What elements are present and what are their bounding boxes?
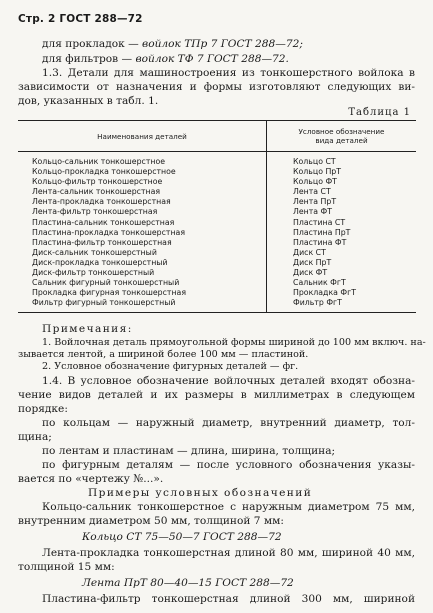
- part-name: Диск-фильтр тонкошерстный: [18, 268, 267, 278]
- column-header-names: Наименования деталей: [18, 121, 267, 152]
- intro-prefix: для прокладок —: [42, 38, 143, 50]
- table-row: [18, 177, 416, 187]
- part-name: Пластина-сальник тонкошерстная: [18, 218, 267, 228]
- note-line: 2. Условное обозначение фигурных деталей — фг.: [42, 361, 299, 372]
- para-1-3-line: 1.3. Детали для машиностроения из тонкошерстного войлока в: [42, 67, 415, 79]
- table-row: [18, 228, 416, 238]
- part-name: Лента-сальник тонкошерстная: [18, 187, 267, 197]
- part-designation: Пластина ПрТ: [293, 227, 351, 237]
- intro-prefix: для фильтров —: [42, 53, 136, 65]
- column-header-designation: Условное обозначение вида деталей: [267, 121, 417, 152]
- part-designation: Сальник ФгТ: [293, 278, 346, 288]
- para-1-4-line: порядке:: [18, 403, 68, 415]
- parts-table: [18, 120, 416, 313]
- table-row: [18, 207, 416, 217]
- part-name: Кольцо-прокладка тонкошерстное: [18, 167, 267, 177]
- part-name: Лента-фильтр тонкошерстная: [18, 207, 267, 217]
- para-1-3-line: дов, указанных в табл. 1.: [18, 95, 159, 107]
- note-line: 1. Войлочная деталь прямоугольной формы шириной до 100 мм включ. на-: [42, 337, 426, 348]
- intro-code: войлок ТПр 7 ГОСТ 288—72;: [142, 38, 303, 50]
- part-name: Лента-прокладка тонкошерстная: [18, 197, 267, 207]
- part-name: Кольцо-сальник тонкошерстное: [18, 152, 267, 168]
- intro-code: войлок ТФ 7 ГОСТ 288—72.: [135, 53, 289, 65]
- part-designation: Диск СТ: [293, 247, 326, 257]
- table-row: [18, 278, 416, 288]
- para-1-4-line: вается по «чертежу №...».: [18, 473, 164, 485]
- part-designation: Кольцо ФТ: [293, 177, 337, 187]
- part-name: Прокладка фигурная тонкошерстная: [18, 288, 267, 298]
- table-row: [18, 218, 416, 228]
- part-name: Фильтр фигурный тонкошерстный: [18, 298, 267, 313]
- para-1-3-line: зависимости от назначения и формы изготовляют следующих ви-: [18, 81, 415, 93]
- part-name: Диск-сальник тонкошерстный: [18, 248, 267, 258]
- example-designation: Лента ПрТ 80—40—15 ГОСТ 288—72: [82, 577, 294, 589]
- table-row: [18, 248, 416, 258]
- part-designation: Лента СТ: [293, 187, 331, 197]
- part-designation: Лента ПрТ: [293, 197, 337, 207]
- part-name: Сальник фигурный тонкошерстный: [18, 278, 267, 288]
- table-row: [18, 152, 416, 168]
- example-text: внутренним диаметром 50 мм, толщиной 7 мм:: [18, 515, 284, 527]
- para-1-4-line: по лентам и пластинам — длина, ширина, толщина;: [42, 445, 336, 457]
- table-row: [18, 197, 416, 207]
- part-name: Пластина-фильтр тонкошерстная: [18, 238, 267, 248]
- table-row: [18, 298, 416, 313]
- para-1-4-line: по фигурным деталям — после условного обозначения указы-: [42, 459, 415, 471]
- table-row: [18, 187, 416, 197]
- examples-title: Примеры условных обозначений: [88, 487, 313, 499]
- para-1-4-line: по кольцам — наружный диаметр, внутренний диаметр, тол-: [42, 417, 415, 429]
- table-row: [18, 258, 416, 268]
- table-row: [18, 288, 416, 298]
- example-designation: Кольцо СТ 75—50—7 ГОСТ 288—72: [82, 531, 282, 543]
- table-row: [18, 268, 416, 278]
- para-1-4-line: 1.4. В условное обозначение войлочных деталей входят обозна-: [42, 375, 415, 387]
- example-text: Лента-прокладка тонкошерстная длиной 80 мм, шириной 40 мм,: [42, 547, 415, 559]
- part-name: Кольцо-фильтр тонкошерстное: [18, 177, 267, 187]
- part-designation: Фильтр ФгТ: [267, 298, 417, 313]
- para-1-4-line: щина;: [18, 431, 52, 443]
- notes-title: Примечания:: [42, 323, 133, 335]
- part-designation: Пластина ФТ: [293, 237, 347, 247]
- note-line: зывается лентой, а шириной более 100 мм — пластиной.: [18, 349, 309, 360]
- part-designation: Диск ПрТ: [293, 257, 332, 267]
- part-designation: Диск ФТ: [293, 268, 328, 278]
- table-caption: Таблица 1: [348, 107, 411, 118]
- example-text: толщиной 15 мм:: [18, 561, 115, 573]
- intro-line-gaskets: [42, 38, 303, 51]
- part-designation: Кольцо ПрТ: [293, 167, 342, 177]
- table-row: [18, 238, 416, 248]
- part-name: Пластина-прокладка тонкошерстная: [18, 228, 267, 238]
- para-1-4-line: чение видов деталей и их размеры в миллиметрах в следующем: [18, 389, 415, 401]
- table-row: [18, 167, 416, 177]
- intro-line-filters: [42, 53, 289, 66]
- part-designation: Лента ФТ: [293, 207, 333, 217]
- part-designation: Пластина СТ: [293, 217, 346, 227]
- example-text: Пластина-фильтр тонкошерстная длиной 300 мм, шириной: [42, 593, 415, 605]
- example-text: Кольцо-сальник тонкошерстное с наружным диаметром 75 мм,: [42, 501, 415, 513]
- part-designation: Кольцо СТ: [293, 157, 336, 166]
- part-designation: Прокладка ФгТ: [293, 288, 356, 298]
- part-name: Диск-прокладка тонкошерстный: [18, 258, 267, 268]
- page-header: Стр. 2 ГОСТ 288—72: [18, 13, 143, 25]
